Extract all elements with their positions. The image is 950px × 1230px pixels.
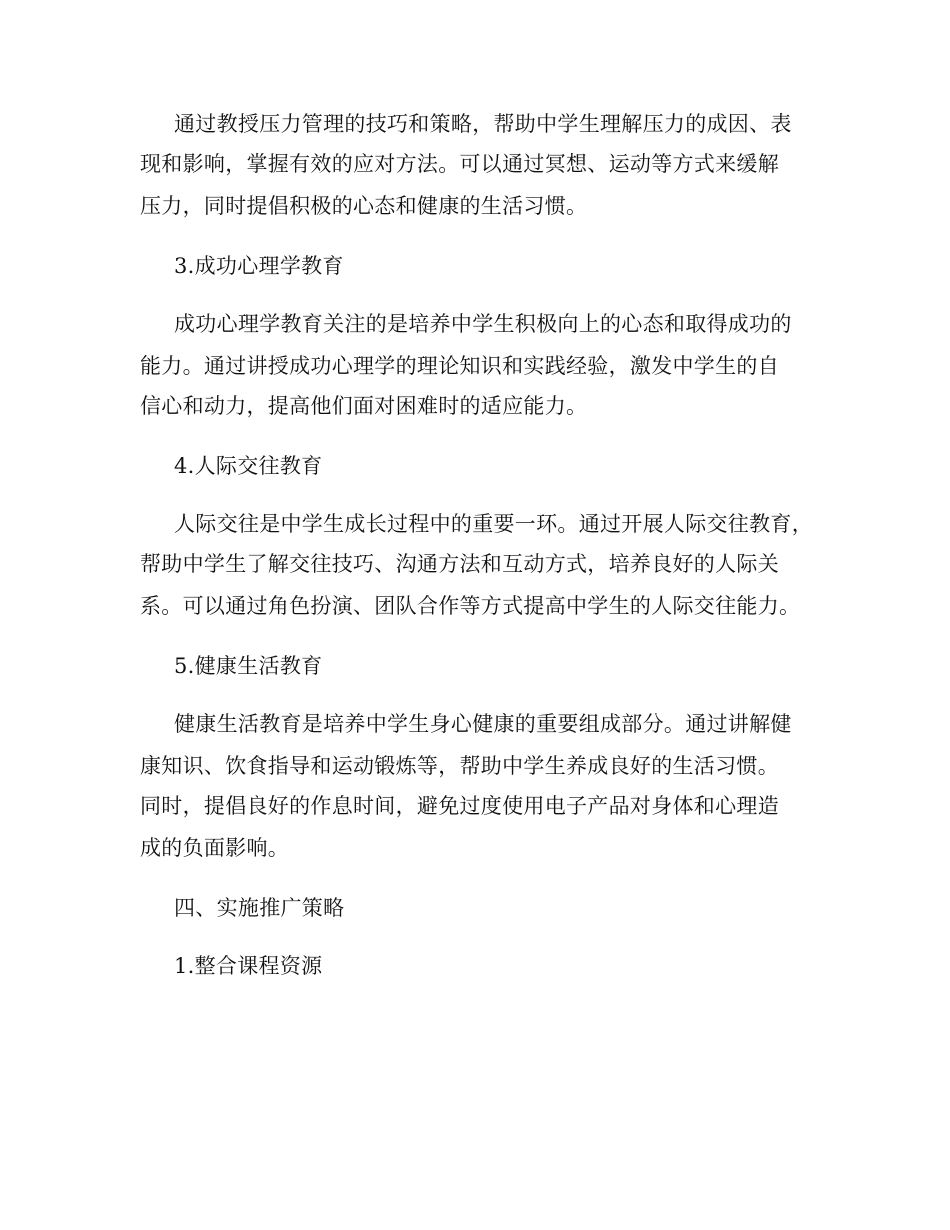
- paragraph-line: 能力。通过讲授成功心理学的理论知识和实践经验，激发中学生的自: [140, 354, 779, 378]
- paragraph-line: 成功心理学教育关注的是培养中学生积极向上的心态和取得成功的: [174, 312, 792, 336]
- paragraph-line: 健康生活教育是培养中学生身心健康的重要组成部分。通过讲解健: [174, 712, 792, 736]
- paragraph-line: 成的负面影响。: [140, 836, 290, 860]
- paragraph-line: 同时，提倡良好的作息时间，避免过度使用电子产品对身体和心理造: [140, 794, 779, 818]
- section-heading: 1.整合课程资源: [174, 954, 323, 978]
- section-heading: 四、实施推广策略: [174, 896, 345, 920]
- section-heading: 4.人际交往教育: [174, 454, 323, 478]
- section-heading: 5.健康生活教育: [174, 654, 323, 678]
- paragraph-line: 信心和动力，提高他们面对困难时的适应能力。: [140, 394, 588, 418]
- paragraph-line: 帮助中学生了解交往技巧、沟通方法和互动方式，培养良好的人际关: [140, 552, 779, 576]
- paragraph-line: 通过教授压力管理的技巧和策略，帮助中学生理解压力的成因、表: [174, 112, 792, 136]
- paragraph-line: 系。可以通过角色扮演、团队合作等方式提高中学生的人际交往能力。: [140, 594, 801, 618]
- section-heading: 3.成功心理学教育: [174, 254, 344, 278]
- paragraph-line: 现和影响，掌握有效的应对方法。可以通过冥想、运动等方式来缓解: [140, 152, 779, 176]
- paragraph-line: 压力，同时提倡积极的心态和健康的生活习惯。: [140, 194, 588, 218]
- paragraph-line: 康知识、饮食指导和运动锻炼等，帮助中学生养成良好的生活习惯。: [140, 754, 779, 778]
- paragraph-line: 人际交往是中学生成长过程中的重要一环。通过开展人际交往教育，: [174, 512, 813, 536]
